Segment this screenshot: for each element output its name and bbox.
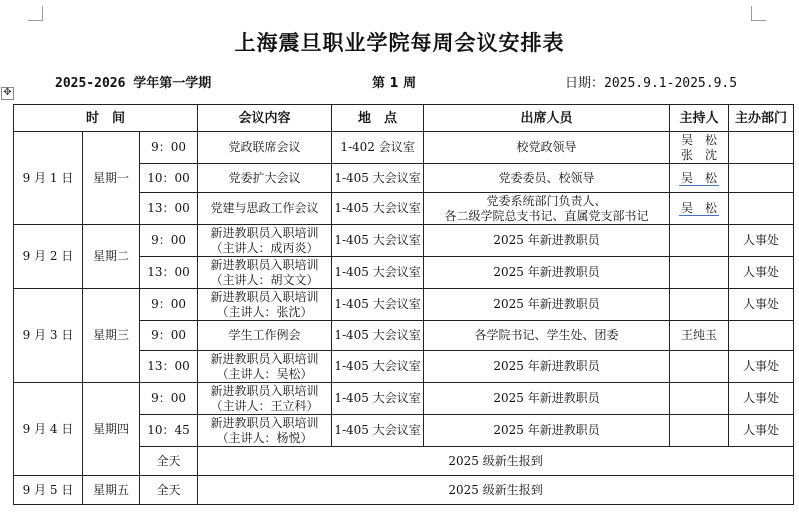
content-line-2: （主讲人：王立科） xyxy=(210,398,319,413)
dept-cell: 人事处 xyxy=(729,383,794,415)
day-weekday-cell: 星期二 xyxy=(83,225,140,289)
attendees-cell: 2025 年新进教职员 xyxy=(424,257,670,289)
merged-content-cell: 2025 级新生报到 xyxy=(198,476,794,505)
content-line-1: 新进教职员入职培训 xyxy=(210,289,319,304)
content-line-2: （主讲人：吴松） xyxy=(216,366,313,381)
host-cell xyxy=(670,132,729,164)
page-corner-mark-left xyxy=(28,6,43,21)
dept-cell xyxy=(729,193,794,225)
content-cell xyxy=(198,257,332,289)
table-row xyxy=(14,476,794,505)
content-cell: 党建与思政工作会议 xyxy=(198,193,332,225)
content-line-1: 新进教职员入职培训 xyxy=(210,351,319,366)
content-line-1: 新进教职员入职培训 xyxy=(210,225,319,240)
day-date-cell: 9 月 5 日 xyxy=(14,476,83,505)
content-line-2: （主讲人：杨悦） xyxy=(216,430,313,445)
meeting-schedule-table xyxy=(13,104,794,505)
location-cell: 1-405 大会议室 xyxy=(332,225,424,257)
time-cell: 10：00 xyxy=(140,164,198,193)
time-cell: 9：00 xyxy=(140,383,198,415)
dept-cell: 人事处 xyxy=(729,415,794,447)
time-cell: 10：45 xyxy=(140,415,198,447)
location-cell: 1-405 大会议室 xyxy=(332,383,424,415)
content-line-1: 新进教职员入职培训 xyxy=(210,383,319,398)
attendees-cell xyxy=(424,193,670,225)
host-cell xyxy=(670,415,729,447)
content-line-2: （主讲人：成丙炎） xyxy=(210,240,319,255)
host-cell xyxy=(670,225,729,257)
location-cell: 1-405 大会议室 xyxy=(332,351,424,383)
dept-cell xyxy=(729,164,794,193)
host-name: 吴 松 xyxy=(681,170,718,185)
header-dept: 主办部门 xyxy=(729,105,794,132)
header-location: 地 点 xyxy=(332,105,424,132)
table-row xyxy=(14,383,794,415)
table-row xyxy=(14,289,794,321)
host-cell xyxy=(670,193,729,225)
location-cell: 1-402 会议室 xyxy=(332,132,424,164)
day-weekday-cell: 星期三 xyxy=(83,289,140,383)
content-cell: 党政联席会议 xyxy=(198,132,332,164)
host-cell xyxy=(670,351,729,383)
time-cell: 全天 xyxy=(140,447,198,476)
location-cell: 1-405 大会议室 xyxy=(332,415,424,447)
day-date-cell: 9 月 2 日 xyxy=(14,225,83,289)
host-cell xyxy=(670,257,729,289)
location-cell: 1-405 大会议室 xyxy=(332,321,424,351)
day-weekday-cell: 星期四 xyxy=(83,383,140,476)
attendees-cell: 党委委员、校领导 xyxy=(424,164,670,193)
host-cell xyxy=(670,383,729,415)
content-cell: 党委扩大会议 xyxy=(198,164,332,193)
attendees-cell: 2025 年新进教职员 xyxy=(424,225,670,257)
attendees-line-1: 党委系统部门负责人、 xyxy=(486,193,607,208)
dept-cell: 人事处 xyxy=(729,257,794,289)
time-cell: 9：00 xyxy=(140,321,198,351)
header-attendees: 出席人员 xyxy=(424,105,670,132)
day-weekday-cell: 星期一 xyxy=(83,132,140,225)
attendees-line-2: 各二级学院总支书记、直属党支部书记 xyxy=(444,208,649,223)
content-line-2: （主讲人：张沈） xyxy=(216,304,313,319)
attendees-cell: 2025 年新进教职员 xyxy=(424,289,670,321)
time-cell: 13：00 xyxy=(140,193,198,225)
location-cell: 1-405 大会议室 xyxy=(332,257,424,289)
day-date-cell: 9 月 3 日 xyxy=(14,289,83,383)
host-cell: 王纯玉 xyxy=(670,321,729,351)
content-cell: 学生工作例会 xyxy=(198,321,332,351)
dept-cell: 人事处 xyxy=(729,225,794,257)
week-label: 第 1 周 xyxy=(372,76,417,91)
content-cell xyxy=(198,383,332,415)
table-row xyxy=(14,132,794,164)
attendees-cell: 2025 年新进教职员 xyxy=(424,351,670,383)
content-cell xyxy=(198,225,332,257)
location-cell: 1-405 大会议室 xyxy=(332,164,424,193)
host-name: 吴 松 xyxy=(681,201,718,215)
time-cell: 9：00 xyxy=(140,132,198,164)
term-label: 2025-2026 学年第一学期 xyxy=(55,76,212,91)
content-cell xyxy=(198,289,332,321)
host-name-2: 张 沈 xyxy=(681,147,718,162)
location-cell: 1-405 大会议室 xyxy=(332,193,424,225)
time-cell: 13：00 xyxy=(140,351,198,383)
date-range-label: 日期：2025.9.1-2025.9.5 xyxy=(565,76,738,91)
host-name: 吴 松 xyxy=(681,132,718,147)
host-cell xyxy=(670,289,729,321)
host-cell xyxy=(670,164,729,193)
time-cell: 9：00 xyxy=(140,225,198,257)
content-cell xyxy=(198,351,332,383)
content-line-1: 新进教职员入职培训 xyxy=(210,257,319,272)
attendees-cell: 2025 年新进教职员 xyxy=(424,383,670,415)
attendees-cell: 各学院书记、学生处、团委 xyxy=(424,321,670,351)
day-weekday-cell: 星期五 xyxy=(83,476,140,505)
time-cell: 全天 xyxy=(140,476,198,505)
day-date-cell: 9 月 4 日 xyxy=(14,383,83,476)
header-row xyxy=(14,105,794,132)
document-title: 上海震旦职业学院每周会议安排表 xyxy=(234,31,565,55)
header-time: 时 间 xyxy=(14,105,198,132)
dept-cell: 人事处 xyxy=(729,289,794,321)
page-corner-mark-right xyxy=(751,6,766,21)
location-cell: 1-405 大会议室 xyxy=(332,289,424,321)
time-cell: 13：00 xyxy=(140,257,198,289)
dept-cell: 人事处 xyxy=(729,351,794,383)
content-line-2: （主讲人：胡文文） xyxy=(210,272,319,287)
attendees-cell: 校党政领导 xyxy=(424,132,670,164)
dept-cell xyxy=(729,321,794,351)
attendees-cell: 2025 年新进教职员 xyxy=(424,415,670,447)
content-line-1: 新进教职员入职培训 xyxy=(210,415,319,430)
table-row xyxy=(14,225,794,257)
header-content: 会议内容 xyxy=(198,105,332,132)
dept-cell xyxy=(729,132,794,164)
day-date-cell: 9 月 1 日 xyxy=(14,132,83,225)
header-host: 主持人 xyxy=(670,105,729,132)
table-move-handle-icon[interactable]: ✥ xyxy=(1,87,14,100)
content-cell xyxy=(198,415,332,447)
time-cell: 9：00 xyxy=(140,289,198,321)
merged-content-cell: 2025 级新生报到 xyxy=(198,447,794,476)
